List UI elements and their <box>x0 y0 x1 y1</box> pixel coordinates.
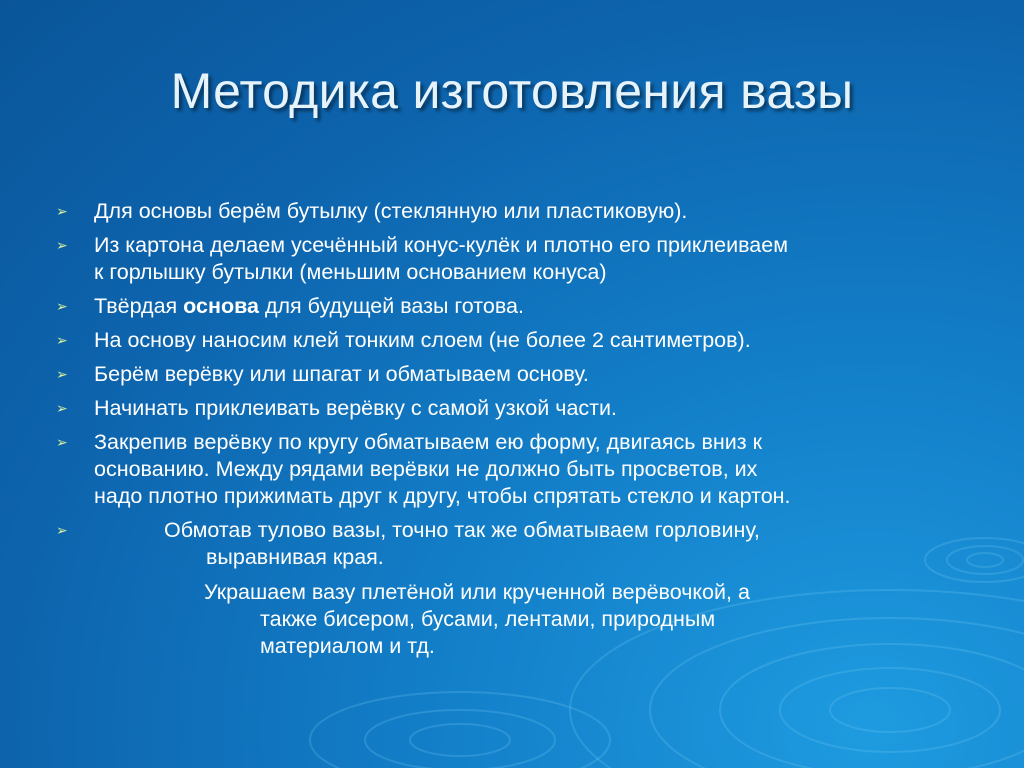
bullet-arrow-icon: ➢ <box>56 237 68 253</box>
list-item-text: основанию. Между рядами верёвки не должно быть просветов, их <box>94 457 758 481</box>
list-item-text: надо плотно прижимать друг к другу, чтобы спрятать стекло и картон. <box>94 484 791 508</box>
list-item-text: к горлышку бутылки (меньшим основанием конуса) <box>94 260 607 284</box>
bullet-arrow-icon: ➢ <box>56 298 68 314</box>
paragraph-text: Украшаем вазу плетёной или крученной верёвочкой, а <box>204 580 750 604</box>
bullet-arrow-icon: ➢ <box>56 434 68 450</box>
bullet-arrow-icon: ➢ <box>56 366 68 382</box>
bullet-arrow-icon: ➢ <box>56 400 68 416</box>
slide-title: Методика изготовления вазы <box>170 63 854 119</box>
paragraph-text: материалом и тд. <box>260 634 435 658</box>
list-item-text: Начинать приклеивать верёвку с самой узкой части. <box>94 396 617 420</box>
paragraph-text: также бисером, бусами, лентами, природным <box>260 607 716 631</box>
list-item-text: Твёрдая основа для будущей вазы готова. <box>94 294 524 318</box>
list-item-text: Закрепив верёвку по кругу обматываем ею форму, двигаясь вниз к <box>94 430 763 454</box>
list-item-text: Из картона делаем усечённый конус-кулёк и плотно его приклеиваем <box>94 233 788 257</box>
bullet-arrow-icon: ➢ <box>56 332 68 348</box>
emphasis-text: основа <box>183 294 259 318</box>
list-item-text: выравнивая края. <box>206 545 384 569</box>
bullet-arrow-icon: ➢ <box>56 203 68 219</box>
bullet-arrow-icon: ➢ <box>56 522 68 538</box>
list-item-text: Берём верёвку или шпагат и обматываем основу. <box>94 362 589 386</box>
list-item-text: На основу наносим клей тонким слоем (не более 2 сантиметров). <box>94 328 751 352</box>
list-item-text: Для основы берём бутылку (стеклянную или пластиковую). <box>94 199 688 223</box>
list-item-text: Обмотав тулово вазы, точно так же обматываем горловину, <box>164 518 760 542</box>
